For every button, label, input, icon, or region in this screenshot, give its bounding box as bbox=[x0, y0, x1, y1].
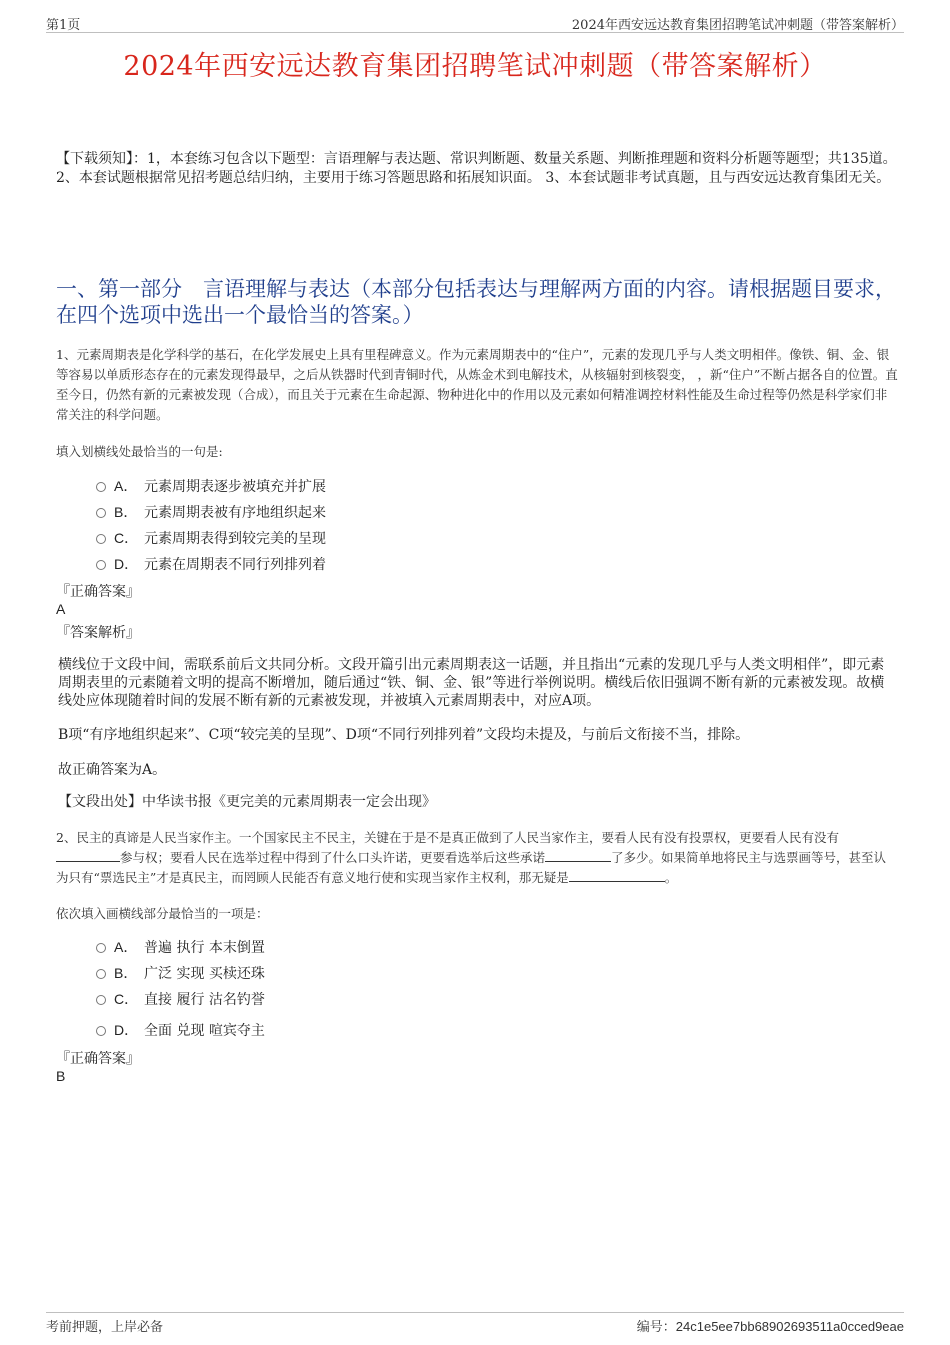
option-text: 全面 兑现 喧宾夺主 bbox=[144, 1023, 265, 1039]
radio-icon[interactable] bbox=[96, 560, 106, 570]
header-doc-title: 2024年西安远达教育集团招聘笔试冲刺题（带答案解析） bbox=[571, 18, 904, 33]
section-heading: 一、第一部分 言语理解与表达（本部分包括表达与理解两方面的内容。请根据题目要求，在四个选项中选出一个最恰当的答案。） bbox=[56, 277, 896, 327]
radio-icon[interactable] bbox=[96, 969, 106, 979]
question-1-analysis-paragraph: 横线位于文段中间，需联系前后文共同分析。文段开篇引出元素周期表这一话题，并且指出“元素的发现几乎与人类文明相伴”，即元素周期表里的元素随着文明的提高不断增加，随后通过“铁、铜、金、银”等进行举例说明。横线后依旧强调不断有新的元素被发现。故横线处应体现随着时间的发展不断有新的元素被发现，并被填入元素周期表中，对应A项。 bbox=[58, 657, 885, 709]
option-key: D． bbox=[114, 556, 139, 572]
stem-text: 参与权；要看人民在选举过程中得到了什么口头许诺，更要看选举后这些承诺 bbox=[120, 850, 546, 865]
question-1-answer: A bbox=[56, 601, 66, 617]
fill-blank bbox=[545, 849, 611, 862]
option-key: B． bbox=[114, 965, 138, 981]
option-key: A． bbox=[114, 939, 138, 955]
fill-blank bbox=[56, 849, 120, 862]
option-key: C． bbox=[114, 991, 139, 1007]
download-notice: 【下载须知】：1，本套练习包含以下题型：言语理解与表达题、常识判断题、数量关系题、判断推理题和资料分析题等题型；共135道。 2、本套试题根据常见招考题总结归纳，主要用于练习答题思路和拓展知识面。 3、本套试题非考试真题，且与西安远达教育集团无关。 bbox=[56, 151, 897, 186]
question-1-analysis-label: 『答案解析』 bbox=[56, 625, 140, 641]
question-2-prompt: 依次填入画横线部分最恰当的一项是： bbox=[56, 906, 269, 921]
document-title: 2024年西安远达教育集团招聘笔试冲刺题（带答案解析） bbox=[123, 51, 827, 82]
option-text: 直接 履行 沽名钓誉 bbox=[144, 992, 265, 1008]
option-text: 广泛 实现 买椟还珠 bbox=[144, 966, 265, 982]
radio-icon[interactable] bbox=[96, 995, 106, 1005]
option-key: D． bbox=[114, 1022, 139, 1038]
question-1-answer-label: 『正确答案』 bbox=[56, 584, 140, 600]
fill-blank bbox=[569, 869, 665, 882]
stem-text: 。 bbox=[664, 870, 678, 885]
question-2-answer-label: 『正确答案』 bbox=[56, 1051, 140, 1067]
code-value: 24c1e5ee7bb68902693511a0cced9eae bbox=[675, 1319, 904, 1334]
document-code bbox=[637, 1316, 904, 1335]
footer-slogan: 考前押题，上岸必备 bbox=[46, 1320, 164, 1335]
page-header bbox=[46, 10, 904, 33]
page-number: 第1页 bbox=[46, 18, 81, 33]
option-key: A． bbox=[114, 478, 138, 494]
question-1-analysis-paragraph: B项“有序地组织起来”、C项“较完美的呈现”、D项“不同行列排列着”文段均未提及，与前后文衔接不当，排除。 bbox=[58, 727, 750, 743]
option-text: 元素周期表逐步被填充并扩展 bbox=[144, 479, 326, 495]
option-text: 元素在周期表不同行列排列着 bbox=[144, 557, 326, 573]
question-1-prompt: 填入划横线处最恰当的一句是: bbox=[56, 444, 223, 459]
question-1-analysis-conclusion: 故正确答案为A。 bbox=[58, 762, 167, 778]
question-2-stem bbox=[56, 828, 898, 888]
question-1-stem: 1、元素周期表是化学科学的基石，在化学发展史上具有里程碑意义。作为元素周期表中的“住户”，元素的发现几乎与人类文明相伴。像铁、铜、金、银等容易以单质形态存在的元素发现得最早，之后从铁器时代到青铜时代，从炼金术到电解技术，从核辐射到核裂变， ，新“住户”不断占据各自的位置。直至今日，仍然有新的元素被发现（合成），而且关于元素在生命起源、物种进化中的作用以及元素如何精准调控材料性能及生命过程等仍然是科学家们非常关注的科学问题。 bbox=[56, 347, 898, 422]
option-text: 普遍 执行 本末倒置 bbox=[144, 940, 265, 956]
stem-text: 了多少。如果简单地将民主与选票画等号，甚至认为只有“票选民主”才是真民主，而罔顾人民能否有意义地行使和实现当家作主权利，那无疑是 bbox=[56, 850, 887, 885]
option-text: 元素周期表得到较完美的呈现 bbox=[144, 531, 326, 547]
option-text: 元素周期表被有序地组织起来 bbox=[144, 505, 326, 521]
radio-icon[interactable] bbox=[96, 482, 106, 492]
page-footer bbox=[46, 1312, 904, 1333]
question-2-answer: B bbox=[56, 1068, 66, 1084]
radio-icon[interactable] bbox=[96, 534, 106, 544]
option-key: C． bbox=[114, 530, 139, 546]
radio-icon[interactable] bbox=[96, 1026, 106, 1036]
option-key: B． bbox=[114, 504, 138, 520]
question-1-source: 【文段出处】中华读书报《更完美的元素周期表一定会出现》 bbox=[58, 794, 436, 810]
radio-icon[interactable] bbox=[96, 943, 106, 953]
radio-icon[interactable] bbox=[96, 508, 106, 518]
code-label: 编号： bbox=[636, 1320, 676, 1335]
stem-text: 2、民主的真谛是人民当家作主。一个国家民主不民主，关键在于是不是真正做到了人民当家作主，要看人民有没有投票权，更要看人民有没有 bbox=[56, 830, 839, 845]
